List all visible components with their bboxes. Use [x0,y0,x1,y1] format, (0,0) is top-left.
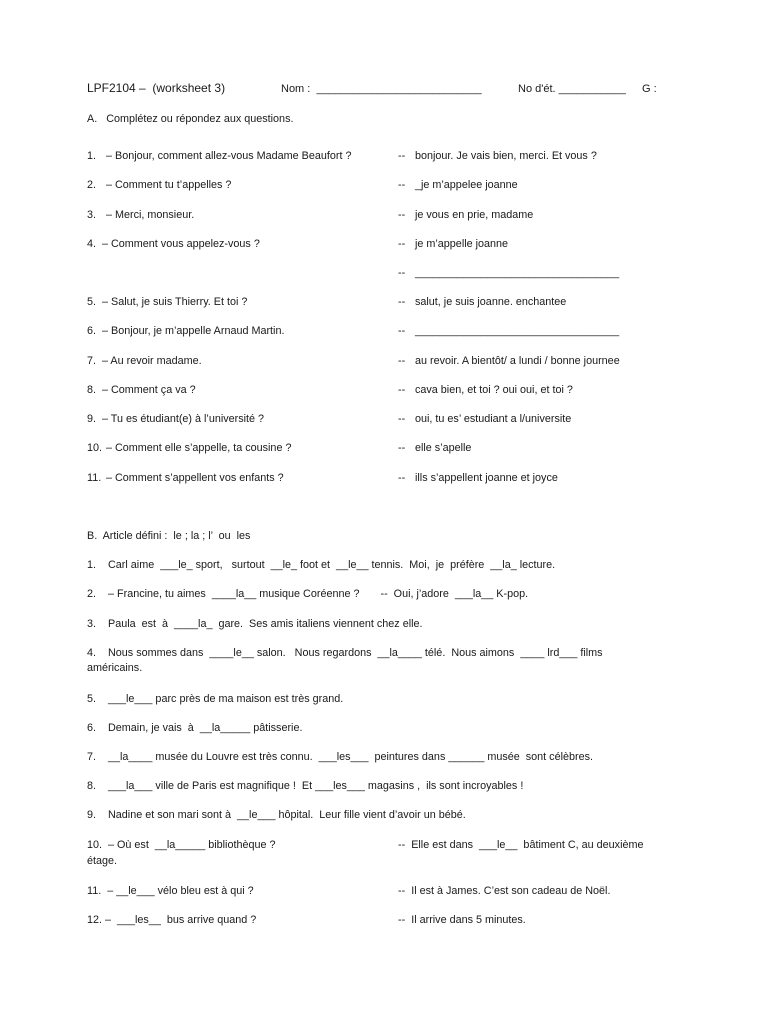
item-number: 9. [87,413,97,425]
exercise-line-continued: américains. [87,662,143,674]
student-number-field: No d'ét. ___________ [518,83,626,95]
exercise-line: 4. Nous sommes dans ____le__ salon. Nous regardons __la____ télé. Nous aimons ____ lrd___ films [87,647,603,659]
exercise-answer: -- Il arrive dans 5 minutes. [398,914,526,926]
answer-dash: -- [398,179,406,191]
answer-blank: __________________________________ [415,267,620,279]
exercise-line: 2. – Francine, tu aimes ____la__ musique Coréenne ? -- Oui, j’adore ___la__ K-pop. [87,588,529,600]
item-number: 11. [87,472,102,484]
question-text: – Comment vous appelez-vous ? [102,238,260,250]
answer-dash: -- [398,384,406,396]
answer-text: au revoir. A bientôt/ a lundi / bonne journee [415,355,620,367]
exercise-line: 3. Paula est à ____la_ gare. Ses amis italiens viennent chez elle. [87,618,423,630]
answer-text: je vous en prie, madame [415,209,534,221]
question-text: – Tu es étudiant(e) à l’université ? [102,413,265,425]
exercise-line: 6. Demain, je vais à __la_____ pâtisserie. [87,722,303,734]
section-b-title: B. Article défini : le ; la ; l’ ou les [87,530,251,542]
exercise-line: 5. ___le___ parc près de ma maison est très grand. [87,693,344,705]
question-text: – Comment tu t’appelles ? [106,179,232,191]
exercise-question: 12. – ___les__ bus arrive quand ? [87,914,257,926]
item-number: 7. [87,355,97,367]
answer-text: salut, je suis joanne. enchantee [415,296,567,308]
exercise-line: 9. Nadine et son mari sont à __le___ hôpital. Leur fille vient d’avoir un bébé. [87,809,466,821]
item-number: 4. [87,238,97,250]
answer-dash: -- [398,472,406,484]
question-text: – Comment ça va ? [102,384,196,396]
exercise-question: 11. – __le___ vélo bleu est à qui ? [87,885,254,897]
answer-text: bonjour. Je vais bien, merci. Et vous ? [415,150,597,162]
answer-text: ills s’appellent joanne et joyce [415,472,558,484]
answer-text: _je m’appelee joanne [415,179,518,191]
question-text: – Comment elle s’appelle, ta cousine ? [106,442,292,454]
item-number: 10. [87,442,103,454]
answer-blank: __________________________________ [415,325,620,337]
question-text: – Salut, je suis Thierry. Et toi ? [102,296,248,308]
section-a-title: A. Complétez ou répondez aux questions. [87,113,294,125]
item-number: 8. [87,384,97,396]
course-title: LPF2104 – (worksheet 3) [87,81,226,95]
question-text: – Au revoir madame. [102,355,202,367]
answer-dash: -- [398,267,406,279]
question-text: – Bonjour, comment allez-vous Madame Beaufort ? [106,150,352,162]
exercise-line: 7. __la____ musée du Louvre est très connu. ___les___ peintures dans ______ musée sont célèbres. [87,751,593,763]
item-number: 6. [87,325,97,337]
exercise-answer: -- Il est à James. C’est son cadeau de Noël. [398,885,611,897]
answer-dash: -- [398,413,406,425]
answer-dash: -- [398,442,406,454]
question-text: – Bonjour, je m’appelle Arnaud Martin. [102,325,285,337]
answer-dash: -- [398,238,406,250]
answer-dash: -- [398,325,406,337]
exercise-question: 10. – Où est __la_____ bibliothèque ? [87,839,276,851]
answer-dash: -- [398,355,406,367]
group-field: G : [642,83,657,95]
item-number: 2. [87,179,97,191]
answer-text: cava bien, et toi ? oui oui, et toi ? [415,384,573,396]
exercise-line: 1. Carl aime ___le_ sport, surtout __le_ foot et __le__ tennis. Moi, je préfère __la_ lecture. [87,559,556,571]
item-number: 3. [87,209,97,221]
name-field: Nom : ___________________________ [281,83,482,95]
question-text: – Comment s’appellent vos enfants ? [106,472,284,484]
exercise-answer: -- Elle est dans ___le__ bâtiment C, au deuxième [398,839,644,851]
answer-text: oui, tu es’ estudiant a l/universite [415,413,572,425]
exercise-line: 8. ___la___ ville de Paris est magnifique ! Et ___les___ magasins , ils sont incroyables ! [87,780,524,792]
exercise-line-continued: étage. [87,855,118,867]
answer-text: elle s’apelle [415,442,472,454]
question-text: – Merci, monsieur. [106,209,195,221]
answer-dash: -- [398,150,406,162]
answer-text: je m’appelle joanne [415,238,509,250]
answer-dash: -- [398,209,406,221]
answer-dash: -- [398,296,406,308]
item-number: 1. [87,150,97,162]
item-number: 5. [87,296,97,308]
